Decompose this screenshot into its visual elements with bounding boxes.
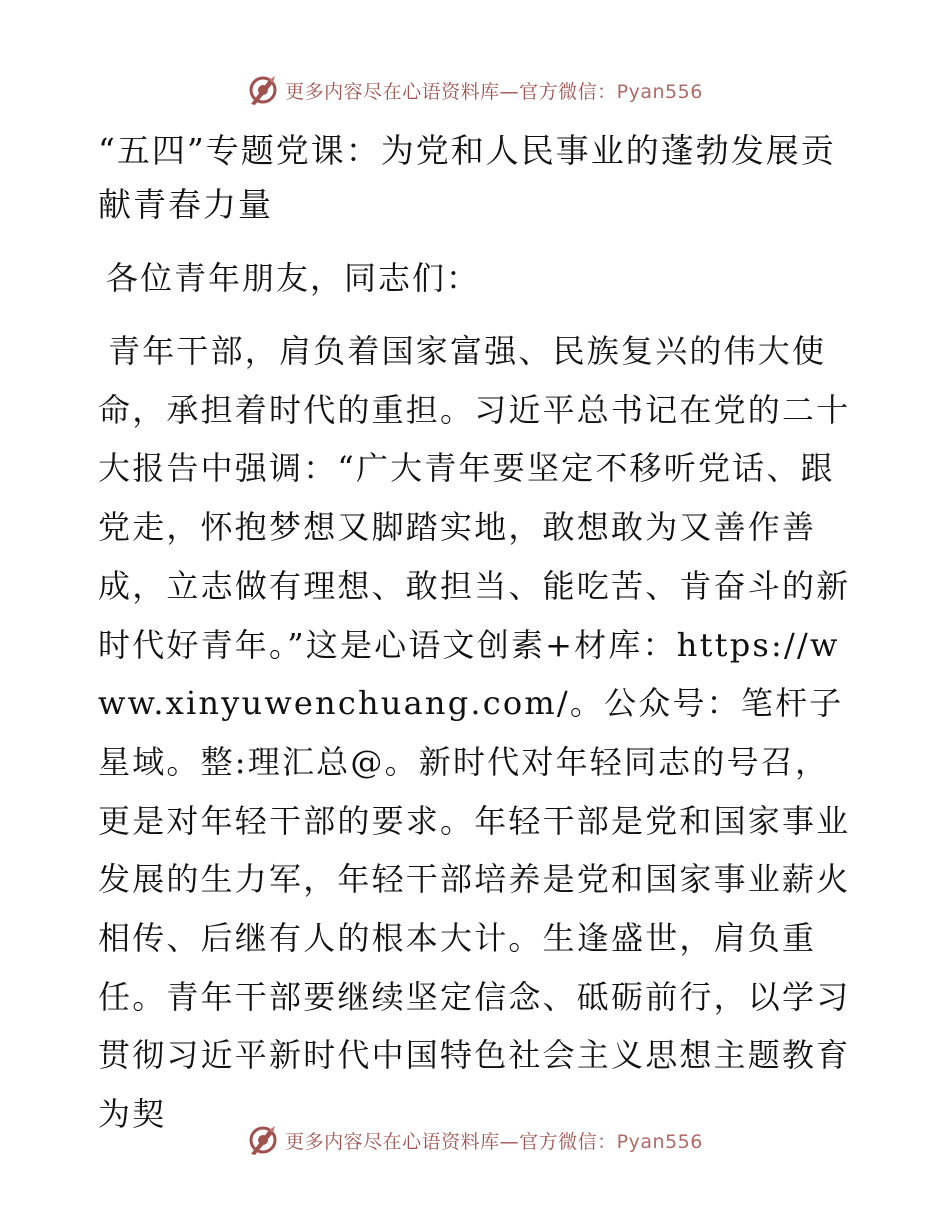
quill-pen-logo-icon <box>247 74 279 106</box>
watermark-account: Pyan556 <box>616 1130 703 1153</box>
header-watermark <box>0 72 950 108</box>
document-title: “五四”专题党课：为党和人民事业的蓬勃发展贡献青春力量 <box>98 131 836 224</box>
body-paragraph: 青年干部，肩负着国家富强、民族复兴的伟大使命，承担着时代的重担。习近平总书记在党的二十大报告中强调：“广大青年要坚定不移听党话、跟党走，怀抱梦想又脚踏实地，敢想敢为又善作善成，立志做有理想、敢担当、能吃苦、肯奋斗的新时代好青年。”这是心语文创素+材库：https://www.xinyuwenchuang.com/。公众号：笔杆子星域。整:理汇总@。新时代对年轻同志的号召，更是对年轻干部的要求。年轻干部是党和国家事业发展的生力军，年轻干部培养是党和国家事业薪火相传、后继有人的根本大计。生逢盛世，肩负重任。青年干部要继续坚定信念、砥砺前行，以学习贯彻习近平新时代中国特色社会主义思想主题教育为契 <box>98 332 851 1134</box>
watermark-account: Pyan556 <box>616 80 703 103</box>
footer-watermark <box>0 1122 950 1158</box>
document-body <box>98 124 858 1144</box>
watermark-text: 更多内容尽在心语资料库—官方微信：Pyan556 <box>285 80 703 103</box>
salutation: 各位青年朋友，同志们： <box>106 259 481 297</box>
watermark-text: 更多内容尽在心语资料库—官方微信：Pyan556 <box>285 1130 703 1153</box>
quill-pen-logo-icon <box>247 1124 279 1156</box>
